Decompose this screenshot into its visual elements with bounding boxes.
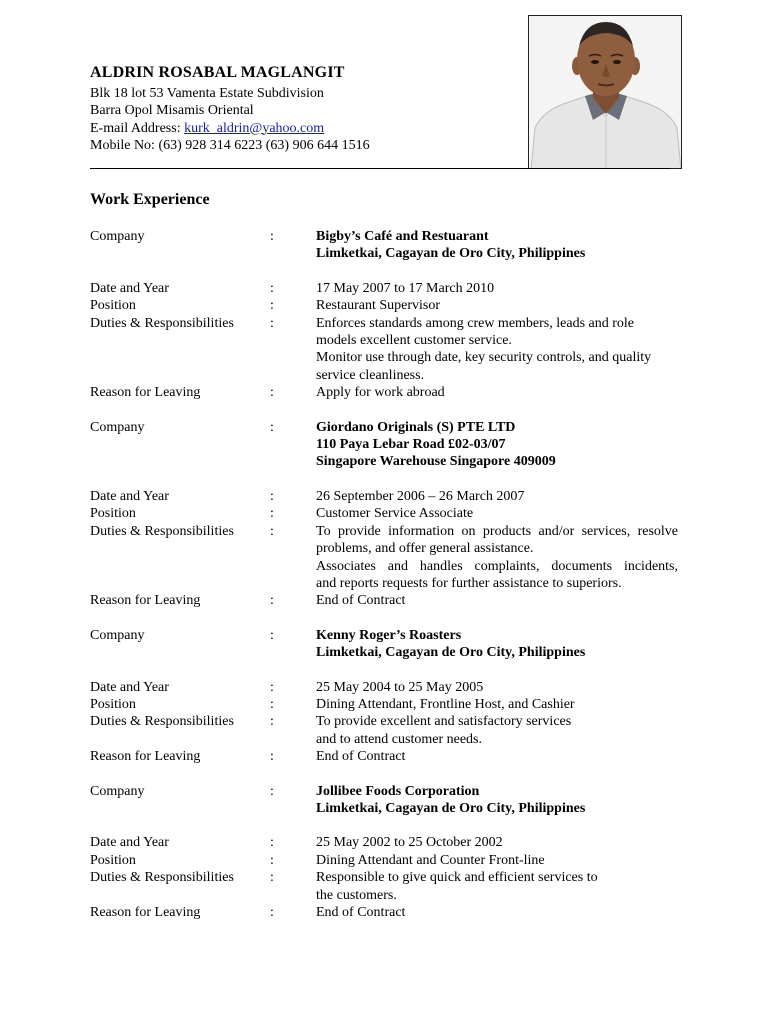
company-row-label: Company [90,783,145,799]
company-row-line: Limketkai, Cagayan de Oro City, Philippines [316,800,586,816]
date-year-row-value: 26 September 2006 – 26 March 2007 [316,488,525,504]
reason-row-label: Reason for Leaving [90,905,201,920]
position-row-value: Dining Attendant and Counter Front-line [316,852,545,868]
duties-row-label: Duties & Responsibilities [90,870,234,886]
company-row-line: 110 Paya Lebar Road £02-03/07 [316,437,506,453]
mobile-numbers: Mobile No: (63) 928 314 6223 (63) 906 644 1516 [90,138,370,153]
company-row-line: Singapore Warehouse Singapore 409009 [316,454,556,470]
duties-row-line: Enforces standards among crew members, leads and role [316,315,634,331]
applicant-name: ALDRIN ROSABAL MAGLANGIT [90,64,345,81]
company-row-label: Company [90,627,145,643]
date-year-row [90,488,690,505]
reason-row-label: Reason for Leaving [90,593,201,609]
date-year-row-label: Date and Year [90,488,169,504]
duties-row-line: To provide information on products and/or services, resolve [316,523,678,539]
email-row [90,120,370,138]
position-row-label: Position [90,852,136,868]
position-row-label: Position [90,696,136,712]
position-row [90,297,690,314]
position-row [90,696,690,713]
portrait-image [529,16,682,169]
date-year-row [90,280,690,297]
company-row [90,419,690,471]
colon-separator: : [270,315,274,331]
colon-separator: : [270,280,274,296]
duties-row-line: To provide excellent and satisfactory services [316,714,572,730]
company-row-value [316,783,678,818]
duties-row-line: problems, and offer general assistance. [316,541,534,557]
spacer [90,662,690,679]
duties-row-label: Duties & Responsibilities [90,315,234,331]
date-year-row-value: 25 May 2004 to 25 May 2005 [316,679,484,695]
colon-separator: : [270,298,274,314]
colon-separator: : [270,835,274,851]
company-row-line: Jollibee Foods Corporation [316,783,480,799]
date-year-row-value: 25 May 2002 to 25 October 2002 [316,835,503,851]
company-row-label: Company [90,419,145,435]
date-year-row-label: Date and Year [90,679,169,695]
colon-separator: : [270,696,274,712]
reason-row [90,748,690,765]
colon-separator: : [270,714,274,730]
reason-row-value: End of Contract [316,593,406,609]
company-row-label: Company [90,229,145,244]
reason-row [90,592,690,609]
duties-row [90,869,690,904]
reason-row-value: Apply for work abroad [316,385,445,401]
colon-separator: : [270,679,274,695]
company-row-value [316,419,678,471]
resume-header [90,64,370,155]
colon-separator: : [270,385,274,401]
spacer [90,263,690,280]
work-experience-list [90,228,690,921]
reason-row-label: Reason for Leaving [90,385,201,401]
position-row [90,852,690,869]
company-row [90,783,690,818]
reason-row-value: End of Contract [316,905,406,920]
duties-row-label: Duties & Responsibilities [90,523,234,539]
duties-row [90,315,690,385]
duties-row-label: Duties & Responsibilities [90,714,234,730]
company-row [90,627,690,662]
spacer [90,402,690,419]
position-row-label: Position [90,506,136,522]
duties-row-line: Monitor use through date, key security controls, and quality [316,350,652,366]
company-row-line: Kenny Roger’s Roasters [316,627,462,643]
duties-row-line: and reports requests for further assistance to superiors. [316,575,622,591]
date-year-row-label: Date and Year [90,280,169,296]
applicant-photo [528,15,682,169]
date-year-row-label: Date and Year [90,835,169,851]
company-row-value [316,627,678,662]
position-row-value: Restaurant Supervisor [316,298,441,314]
duties-row-line: Responsible to give quick and efficient services to [316,870,598,886]
colon-separator: : [270,419,274,435]
position-row-value: Dining Attendant, Frontline Host, and Cashier [316,696,575,712]
colon-separator: : [270,593,274,609]
colon-separator: : [270,523,274,539]
spacer [90,766,690,783]
reason-row-value: End of Contract [316,749,406,765]
reason-row [90,904,690,921]
duties-row-value [316,315,678,385]
duties-row-line: Associates and handles complaints, documents incidents, [316,558,678,574]
colon-separator: : [270,783,274,799]
duties-row-line: and to attend customer needs. [316,731,483,747]
company-row-line: Limketkai, Cagayan de Oro City, Philippines [316,246,586,262]
position-row-label: Position [90,298,136,314]
company-row-line: Limketkai, Cagayan de Oro City, Philippines [316,645,586,661]
company-row-value [316,228,678,263]
duties-row-line: the customers. [316,887,397,903]
address-line-1: Blk 18 lot 53 Vamenta Estate Subdivision [90,85,324,101]
company-row [90,228,690,263]
spacer [90,610,690,627]
duties-row-line: models excellent customer service. [316,333,512,349]
position-row-value: Customer Service Associate [316,506,474,522]
colon-separator: : [270,870,274,886]
colon-separator: : [270,749,274,765]
duties-row-value [316,523,678,593]
date-year-row [90,834,690,851]
colon-separator: : [270,852,274,868]
spacer [90,471,690,488]
date-year-row [90,679,690,696]
company-row-line: Bigby’s Café and Restuarant [316,229,489,244]
duties-row [90,523,690,593]
duties-row-line: service cleanliness. [316,367,425,383]
email-label: E-mail Address: [90,120,185,136]
reason-row [90,384,690,401]
colon-separator: : [270,627,274,643]
colon-separator: : [270,488,274,504]
position-row [90,505,690,522]
reason-row-label: Reason for Leaving [90,749,201,765]
duties-row-value [316,869,678,904]
section-title-work-experience: Work Experience [90,191,210,208]
duties-row-value [316,713,678,748]
email-link[interactable]: kurk_aldrin@yahoo.com [184,120,325,136]
duties-row [90,713,690,748]
company-row-line: Giordano Originals (S) PTE LTD [316,419,516,435]
spacer [90,817,690,834]
colon-separator: : [270,229,274,244]
colon-separator: : [270,905,274,920]
address-line-2: Barra Opol Misamis Oriental [90,103,254,118]
colon-separator: : [270,506,274,522]
header-divider [90,168,670,169]
date-year-row-value: 17 May 2007 to 17 March 2010 [316,280,495,296]
